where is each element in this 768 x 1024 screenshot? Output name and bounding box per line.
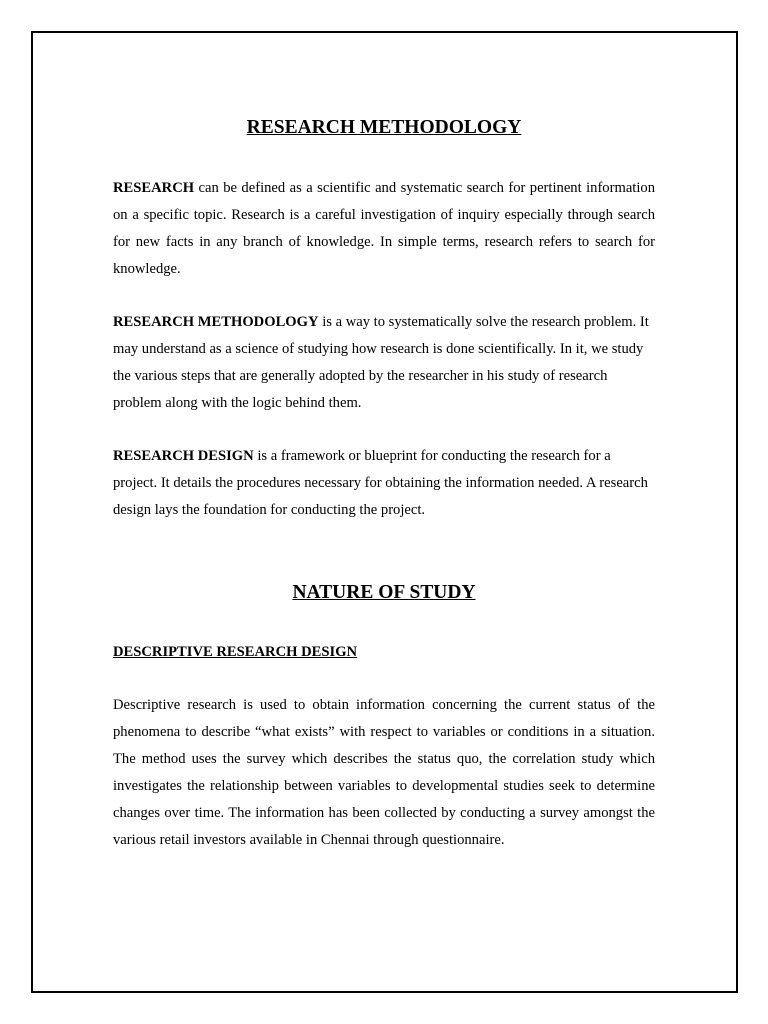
methodology-definition-text: is a way to systematically solve the research problem. It may understand as a science of studying how research is done scientifically. In it, we study the various steps that are generally adopted by the researcher in his study of research problem along with the logic behind them. xyxy=(113,314,649,411)
methodology-term: RESEARCH METHODOLOGY xyxy=(113,314,319,330)
document-title: RESEARCH METHODOLOGY xyxy=(246,117,522,138)
research-definition-paragraph xyxy=(113,175,655,283)
design-term: RESEARCH DESIGN xyxy=(113,448,254,464)
design-definition-text: is a framework or blueprint for conducting the research for a project. It details the procedures necessary for obtaining the information needed. A research design lays the foundation for conducting the project. xyxy=(113,448,648,518)
descriptive-research-paragraph: Descriptive research is used to obtain information concerning the current status of the phenomena to describe “what exists” with respect to variables or conditions in a situation. The method uses the survey which describes the status quo, the correlation study which investigates the relationship between variables to developmental studies seek to determine changes over time. The information has been collected by conducting a survey amongst the various retail investors available in Chennai through questionnaire. xyxy=(113,697,655,848)
research-definition-text: can be defined as a scientific and systematic search for pertinent information on a specific topic. Research is a careful investigation of inquiry especially through search for new facts in any branch of knowledge. In simple terms, research refers to search for knowledge. xyxy=(113,180,655,277)
research-term: RESEARCH xyxy=(113,180,195,196)
section-title: NATURE OF STUDY xyxy=(292,582,476,603)
methodology-definition-paragraph xyxy=(113,309,655,417)
subsection-title: DESCRIPTIVE RESEARCH DESIGN xyxy=(113,644,358,660)
design-definition-paragraph xyxy=(113,443,655,524)
